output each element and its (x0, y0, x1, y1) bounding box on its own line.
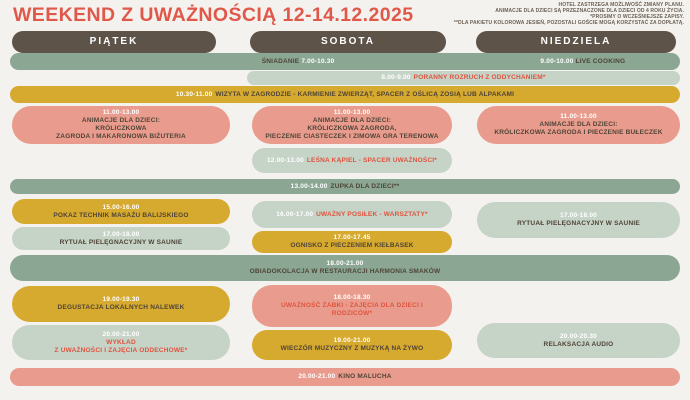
page-title: WEEKEND Z UWAŻNOŚCIĄ 12-14.12.2025 (13, 4, 414, 26)
event-time: 12.00-13.00 (266, 156, 304, 164)
event-time: 10.30-11.00 (175, 90, 213, 98)
event-line: ANIMACJE DLA DZIECI: (81, 117, 161, 124)
event-label: RYTUAŁ PIELĘGNACYJNY W SAUNIE (517, 220, 640, 227)
event-label: UWAŻNY POSIŁEK - WARSZTATY* (316, 210, 428, 218)
event-line: KRÓLICZKOWA ZAGRODA I PIECZENIE BUŁECZEK (494, 129, 663, 136)
event-label: OGNISKO Z PIECZENIEM KIEŁBASEK (290, 242, 414, 249)
event-label: ZUPKA DLA DZIECI** (330, 182, 400, 190)
event-time: 11.00-13.00 (333, 109, 371, 116)
event-label: WIECZÓR MUZYCZNY Z MUZYKĄ NA ŻYWO (280, 345, 424, 352)
event-time: 17.00-17.45 (333, 234, 371, 241)
event-line: PIECZENIE CIASTECZEK I ZIMOWA GRA TERENOWA (265, 133, 439, 140)
event-line: Z UWAŻNOŚCI I ZAJĘCIA ODDECHOWE* (54, 346, 188, 354)
event-farm-visit (10, 86, 680, 103)
event-audio-relaxation (477, 323, 680, 358)
event-label: ŚNIADANIE (261, 57, 300, 65)
event-bonfire (252, 231, 452, 253)
column-header-friday: PIĄTEK (12, 31, 216, 53)
event-massage-show (12, 199, 230, 224)
event-label: DEGUSTACJA LOKALNYCH NALEWEK (57, 304, 185, 311)
event-kids-animations-sunday (477, 106, 680, 144)
event-time: 19.00-21.00 (333, 337, 371, 344)
event-kids-animations-saturday (252, 106, 452, 144)
disclaimer-line: *PROSIMY O WCZEŚNIEJSZE ZAPISY. (590, 13, 684, 20)
event-label: RYTUAŁ PIELĘGNACYJNY W SAUNIE (59, 238, 183, 246)
event-time: 7.00-10.30 (301, 57, 335, 65)
event-time: 15.00-16.00 (102, 203, 140, 211)
event-line: ZAGRODA I MAKARONOWA BIŻUTERIA (56, 133, 186, 140)
event-time: 16.00-17.00 (276, 210, 314, 218)
event-label: PORANNY ROZRUCH Z ODDYCHANIEM* (413, 74, 546, 81)
event-label: RELAKSACJA AUDIO (543, 340, 614, 348)
event-label: LIVE COOKING (575, 57, 626, 65)
event-sauna-ritual-friday (12, 227, 230, 250)
event-breakfast (262, 58, 335, 66)
event-time: 18.00-18.30 (333, 294, 371, 301)
event-live-cooking (540, 58, 625, 66)
disclaimer-notes (454, 3, 684, 27)
event-mindful-frogs (252, 285, 452, 327)
event-label: WIZYTA W ZAGRODZIE - KARMIENIE ZWIERZĄT, SPACER Z OŚLICĄ ZOSIĄ LUB ALPAKAMI (215, 90, 515, 98)
event-time: 18.00-21.00 (326, 260, 364, 267)
event-label: KINO MALUCHA (338, 373, 392, 380)
event-line: KRÓLICZKOWA (95, 125, 147, 132)
event-toddler-cinema (10, 368, 680, 386)
disclaimer-line: ANIMACJE DLA DZIECI SĄ PRZEZNACZONE DLA DZIECI OD 4 ROKU ŻYCIA. (495, 7, 684, 14)
event-time: 11.00-13.00 (560, 113, 597, 120)
event-line: WYKŁAD (106, 338, 136, 346)
column-header-sunday: NIEDZIELA (476, 31, 676, 53)
event-line: KRÓLICZKOWA ZAGRODA, (307, 125, 397, 132)
event-label: LEŚNA KĄPIEL - SPACER UWAŻNOŚCI* (306, 156, 438, 164)
event-line: RODZICÓW* (331, 310, 373, 317)
event-morning-warmup (247, 71, 680, 85)
event-time: 20.00-21.00 (102, 330, 140, 338)
event-liqueur-tasting (12, 286, 230, 322)
disclaimer-line: HOTEL ZASTRZEGA MOŻLIWOŚĆ ZMIANY PLANU. (558, 2, 684, 8)
event-kids-animations-friday (12, 106, 230, 144)
event-label: OBIADOKOLACJA W RESTAURACJI HARMONIA SMAKÓW (249, 268, 441, 275)
event-sauna-ritual-sunday (477, 202, 680, 238)
event-time: 13.00-14.00 (290, 182, 328, 190)
event-time: 11.00-13.00 (102, 109, 140, 116)
event-line: ANIMACJE DLA DZIECI: (312, 117, 392, 124)
event-mindful-meal (252, 201, 452, 228)
event-time: 8.00-9.00 (381, 74, 411, 81)
event-forest-bath (252, 148, 452, 173)
event-line: UWAŻNOŚĆ ŻABKI - ZAJĘCIA DLA DZIECI I (281, 302, 423, 309)
event-music-evening (252, 330, 452, 360)
event-kids-soup (10, 179, 680, 194)
event-line: ANIMACJE DLA DZIECI: (539, 121, 618, 128)
event-time: 9.00-10.00 (540, 57, 574, 65)
event-time: 17.00-18.00 (560, 212, 597, 219)
disclaimer-line: **DLA PAKIETU KOLOROWA JESIEŃ, POZOSTALI GOŚCIE MOGĄ KORZYSTAĆ ZA DOPŁATĄ. (453, 19, 684, 26)
event-time: 20.00-20.30 (560, 332, 597, 340)
event-mindfulness-lecture (12, 325, 230, 360)
column-header-saturday: SOBOTA (250, 31, 446, 53)
event-time: 19.00-19.30 (102, 296, 140, 303)
event-dinner (10, 255, 680, 281)
event-breakfast-row (10, 53, 680, 70)
event-label: POKAZ TECHNIK MASAŻU BALIJSKIEGO (53, 211, 189, 219)
event-time: 17.00-18.00 (102, 230, 140, 238)
event-time: 20.00-21.00 (298, 373, 336, 380)
